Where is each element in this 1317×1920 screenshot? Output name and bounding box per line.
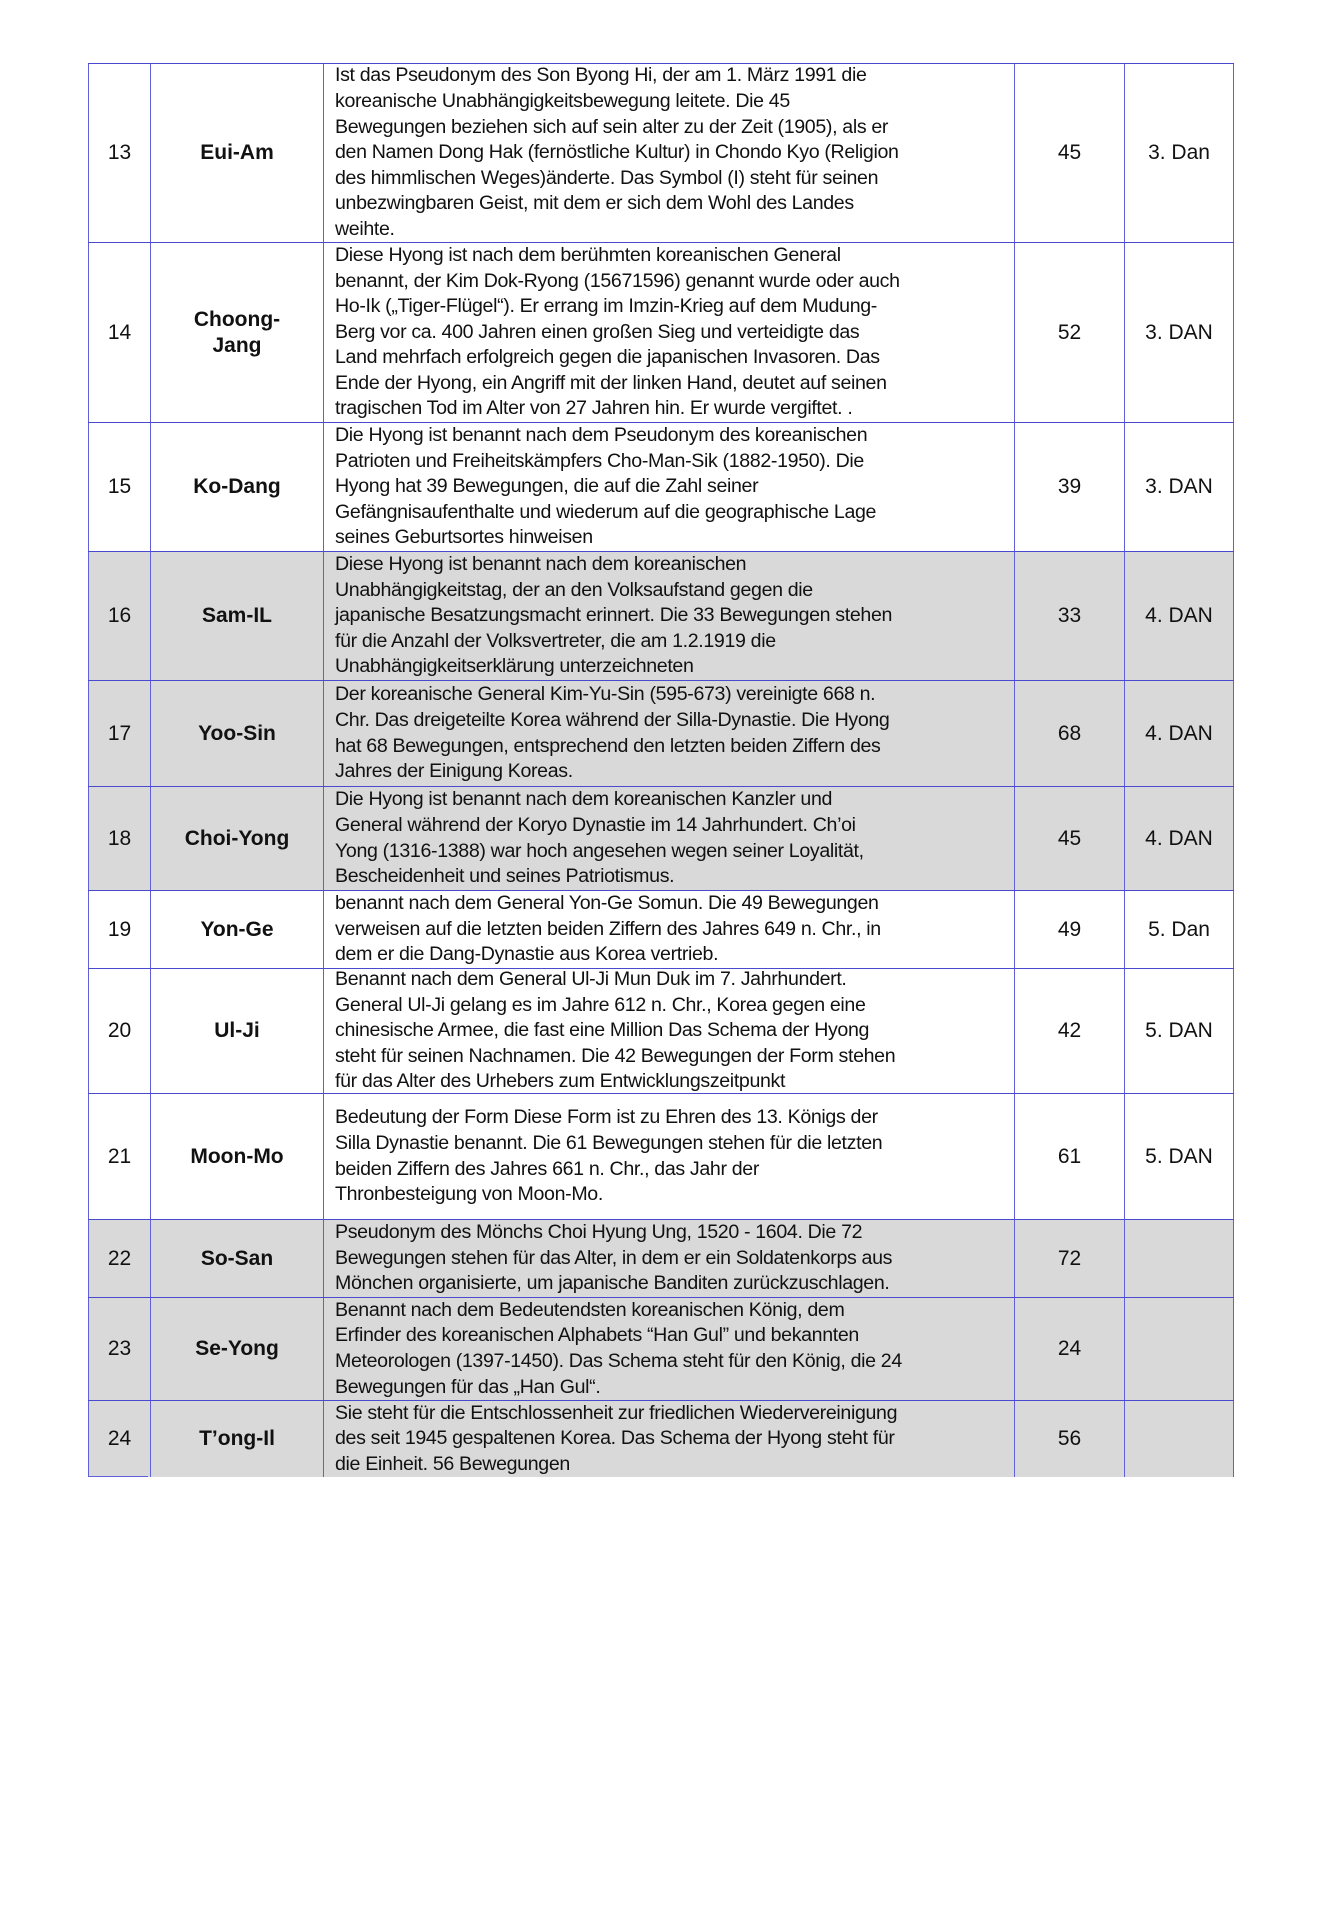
description-line: Diese Hyong ist benannt nach dem koreanischen (335, 553, 747, 576)
description-line: Unabhängigkeitserklärung unterzeichneten (335, 655, 694, 678)
form-name-line: Sam-IL (201, 604, 272, 627)
row-number-cell: 18 (88, 787, 150, 890)
form-name-line: So-San (200, 1246, 274, 1270)
form-name-line: Ko-Dang (193, 475, 281, 498)
form-name-line: T’ong-Il (199, 1427, 275, 1450)
form-name-line: Moon-Mo (190, 1144, 284, 1168)
row-number-cell: 23 (88, 1298, 150, 1400)
movements-count-cell: 52 (1014, 243, 1124, 422)
description-line: beiden Ziffern des Jahres 661 n. Chr., das Jahr der (335, 1157, 759, 1180)
description-cell (323, 423, 1014, 551)
dan-grade-cell: 4. DAN (1124, 552, 1234, 680)
row-number-cell: 17 (88, 681, 150, 786)
form-name-line: Eui-Am (200, 141, 274, 164)
description-cell (323, 787, 1014, 890)
movements-count-cell: 45 (1014, 787, 1124, 890)
description-line: Silla Dynastie benannt. Die 61 Bewegungen stehen für die letzten (335, 1131, 883, 1154)
description-line: japanische Besatzungsmacht erinnert. Die 33 Bewegungen stehen (335, 604, 893, 627)
movements-count-cell: 56 (1014, 1401, 1124, 1477)
form-name-line: Yoo-Sin (198, 721, 276, 745)
description-cell (323, 1401, 1014, 1477)
description-cell (323, 891, 1014, 968)
form-name-line: Choi-Yong (184, 826, 290, 850)
movements-count-cell: 39 (1014, 423, 1124, 551)
description-line: Bewegungen stehen für das Alter, in dem er ein Soldatenkorps aus (335, 1246, 893, 1269)
description-line: Hyong hat 39 Bewegungen, die auf die Zahl seiner (335, 475, 759, 498)
table-row (88, 680, 1234, 786)
description-line: Erfinder des koreanischen Alphabets “Han Gul” und bekannten (335, 1324, 859, 1347)
movements-count-cell: 49 (1014, 891, 1124, 968)
row-number-cell: 19 (88, 891, 150, 968)
table-row (88, 786, 1234, 890)
movements-count-cell: 72 (1014, 1220, 1124, 1297)
dan-grade-cell: 5. DAN (1124, 969, 1234, 1093)
description-cell (323, 64, 1014, 242)
form-name-cell (150, 423, 323, 551)
row-number-cell: 20 (88, 969, 150, 1093)
description-line: Jahres der Einigung Koreas. (335, 760, 573, 783)
movements-count-cell: 45 (1014, 64, 1124, 242)
table-row (88, 890, 1234, 968)
description-line: unbezwingbaren Geist, mit dem er sich dem Wohl des Landes (335, 192, 854, 215)
dan-grade-cell: 3. Dan (1124, 64, 1234, 242)
dan-grade-cell (1124, 1298, 1234, 1400)
description-line: benannt nach dem General Yon-Ge Somun. Die 49 Bewegungen (335, 892, 879, 915)
description-line: für das Alter des Urhebers zum Entwicklungszeitpunkt (335, 1070, 786, 1093)
dan-grade-cell: 5. DAN (1124, 1094, 1234, 1219)
dan-grade-cell (1124, 1220, 1234, 1297)
movements-count-cell: 68 (1014, 681, 1124, 786)
description-line: Mönchen organisierte, um japanische Banditen zurückzuschlagen. (335, 1272, 890, 1295)
description-line: steht für seinen Nachnamen. Die 42 Bewegungen der Form stehen (335, 1044, 896, 1067)
form-name-cell (150, 1220, 323, 1297)
row-number-cell: 14 (88, 243, 150, 422)
dan-grade-cell: 4. DAN (1124, 681, 1234, 786)
description-line: Pseudonym des Mönchs Choi Hyung Ung, 1520 - 1604. Die 72 (335, 1221, 863, 1244)
description-line: hat 68 Bewegungen, entsprechend den letzten beiden Ziffern des (335, 734, 881, 757)
dan-grade-cell: 5. Dan (1124, 891, 1234, 968)
row-number-cell: 13 (88, 64, 150, 242)
description-line: chinesische Armee, die fast eine Million Das Schema der Hyong (335, 1019, 870, 1042)
row-number-cell: 16 (88, 552, 150, 680)
dan-grade-cell (1124, 1401, 1234, 1477)
form-name-cell (150, 552, 323, 680)
table-row (88, 1093, 1234, 1219)
description-line: Benannt nach dem Bedeutendsten koreanischen König, dem (335, 1298, 845, 1321)
table-row (88, 422, 1234, 551)
dan-grade-cell: 4. DAN (1124, 787, 1234, 890)
description-cell (323, 552, 1014, 680)
table-row (88, 1400, 1234, 1477)
description-line: des seit 1945 gespaltenen Korea. Das Schema der Hyong steht für (335, 1427, 895, 1450)
table-row (88, 242, 1234, 422)
description-cell (323, 969, 1014, 1093)
description-line: Meteorologen (1397-1450). Das Schema steht für den König, die 24 (335, 1350, 902, 1372)
table-row (88, 1297, 1234, 1400)
description-cell (323, 1220, 1014, 1297)
movements-count-cell: 61 (1014, 1094, 1124, 1219)
description-line: Bewegungen beziehen sich auf sein alter zu der Zeit (1905), als er (335, 115, 889, 138)
description-line: die Einheit. 56 Bewegungen (335, 1452, 570, 1475)
description-cell (323, 243, 1014, 422)
dan-grade-cell: 3. DAN (1124, 243, 1234, 422)
description-line: Bewegungen für das „Han Gul“. (335, 1375, 601, 1398)
description-line: Bescheidenheit und seines Patriotismus. (335, 865, 675, 888)
description-line: General Ul-Ji gelang es im Jahre 612 n. Chr., Korea gegen eine (335, 993, 866, 1016)
description-line: für die Anzahl der Volksvertreter, die am 1.2.1919 die (335, 629, 776, 652)
form-name-line: Choong- (193, 307, 281, 331)
hyong-table (88, 63, 1234, 1477)
movements-count-cell: 33 (1014, 552, 1124, 680)
description-line: Ende der Hyong, ein Angriff mit der linken Hand, deutet auf seinen (335, 371, 887, 394)
description-cell (323, 681, 1014, 786)
description-line: Patrioten und Freiheitskämpfers Cho-Man-Sik (1882-1950). Die (335, 449, 864, 472)
description-line: Thronbesteigung von Moon-Mo. (335, 1183, 603, 1206)
form-name-cell (150, 681, 323, 786)
table-bottom-border-fragment (88, 1476, 148, 1477)
description-line: tragischen Tod im Alter von 27 Jahren hin. Er wurde vergiftet. . (335, 397, 853, 420)
description-line: Yong (1316-1388) war hoch angesehen wegen seiner Loyalität, (335, 839, 864, 862)
table-row (88, 1219, 1234, 1297)
form-name-cell (150, 243, 323, 422)
description-line: Ho-Ik („Tiger-Flügel“). Er errang im Imzin-Krieg auf dem Mudung- (335, 295, 877, 318)
form-name-cell (150, 1094, 323, 1219)
description-line: Gefängnisaufenthalte und wiederum auf die geographische Lage (335, 500, 877, 523)
form-name-cell (150, 1298, 323, 1400)
form-name-cell (150, 969, 323, 1093)
movements-count-cell: 42 (1014, 969, 1124, 1093)
description-line: Der koreanische General Kim-Yu-Sin (595-673) vereinigte 668 n. (335, 683, 876, 706)
description-line: weihte. (335, 217, 395, 240)
form-name-line: Se-Yong (195, 1337, 279, 1360)
form-name-line: Jang (212, 333, 262, 357)
description-line: seines Geburtsortes hinweisen (335, 526, 593, 549)
dan-grade-cell: 3. DAN (1124, 423, 1234, 551)
description-line: den Namen Dong Hak (fernöstliche Kultur) in Chondo Kyo (Religion (335, 141, 899, 164)
row-number-cell: 22 (88, 1220, 150, 1297)
table-row (88, 551, 1234, 680)
description-line: Sie steht für die Entschlossenheit zur friedlichen Wiedervereinigung (335, 1401, 898, 1424)
description-line: Chr. Das dreigeteilte Korea während der Silla-Dynastie. Die Hyong (335, 708, 890, 731)
description-line: benannt, der Kim Dok-Ryong (15671596) genannt wurde oder auch (335, 269, 900, 292)
row-number-cell: 24 (88, 1401, 150, 1477)
form-name-cell (150, 1401, 323, 1477)
description-line: Diese Hyong ist nach dem berühmten koreanischen General (335, 243, 841, 266)
description-line: des himmlischen Weges)änderte. Das Symbol (I) steht für seinen (335, 166, 879, 189)
description-line: Unabhängigkeitstag, der an den Volksaufstand gegen die (335, 578, 813, 601)
description-cell (323, 1298, 1014, 1400)
table-row (88, 63, 1234, 242)
description-line: Ist das Pseudonym des Son Byong Hi, der am 1. März 1991 die (335, 64, 867, 87)
description-line: Die Hyong ist benannt nach dem koreanischen Kanzler und (335, 788, 833, 811)
form-name-line: Ul-Ji (214, 1019, 260, 1042)
form-name-line: Yon-Ge (200, 917, 274, 941)
description-line: Bedeutung der Form Diese Form ist zu Ehren des 13. Königs der (335, 1106, 878, 1129)
description-line: General während der Koryo Dynastie im 14 Jahrhundert. Ch’oi (335, 813, 856, 836)
description-line: Berg vor ca. 400 Jahren einen großen Sieg und verteidigte das (335, 320, 860, 343)
description-line: Land mehrfach erfolgreich gegen die japanischen Invasoren. Das (335, 346, 880, 369)
form-name-cell (150, 787, 323, 890)
movements-count-cell: 24 (1014, 1298, 1124, 1400)
form-name-cell (150, 891, 323, 968)
description-line: dem er die Dang-Dynastie aus Korea vertrieb. (335, 943, 719, 966)
form-name-cell (150, 64, 323, 242)
description-line: verweisen auf die letzten beiden Ziffern des Jahres 649 n. Chr., in (335, 917, 881, 940)
description-line: Die Hyong ist benannt nach dem Pseudonym des koreanischen (335, 424, 868, 447)
row-number-cell: 15 (88, 423, 150, 551)
description-cell (323, 1094, 1014, 1219)
description-line: Benannt nach dem General Ul-Ji Mun Duk im 7. Jahrhundert. (335, 968, 847, 991)
table-row (88, 968, 1234, 1093)
description-line: koreanische Unabhängigkeitsbewegung leitete. Die 45 (335, 90, 790, 113)
row-number-cell: 21 (88, 1094, 150, 1219)
